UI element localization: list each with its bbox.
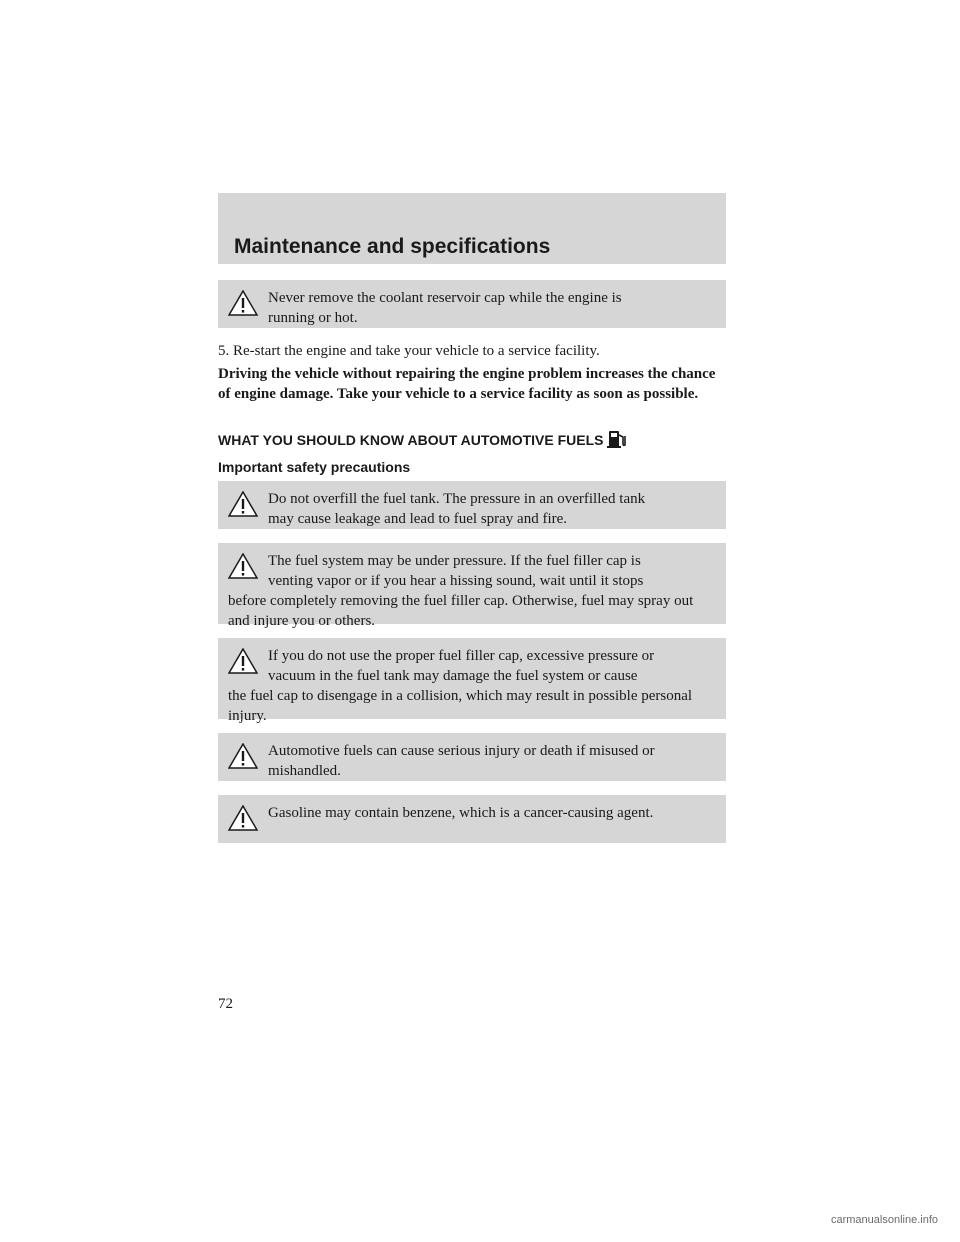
warning-line: If you do not use the proper fuel filler cap, excessive pressure or bbox=[268, 648, 655, 664]
warning-line: running or hot. bbox=[268, 310, 358, 326]
warning-line: mishandled. bbox=[268, 763, 341, 779]
header-band bbox=[218, 193, 726, 264]
warning-icon bbox=[228, 648, 258, 674]
section-heading bbox=[218, 429, 628, 449]
warning-line: the fuel cap to disengage in a collision, which may result in possible personal injury. bbox=[228, 688, 693, 724]
warning-line: The fuel system may be under pressure. If the fuel filler cap is bbox=[268, 553, 641, 569]
warning-line: Do not overfill the fuel tank. The pressure in an overfilled tank bbox=[268, 491, 646, 507]
warning-text bbox=[268, 741, 716, 781]
warning-icon bbox=[228, 743, 258, 769]
warning-box-coolant bbox=[218, 280, 726, 328]
warning-box-fuels-injury bbox=[218, 733, 726, 781]
sub-heading: Important safety precautions bbox=[218, 459, 411, 475]
warning-line: may cause leakage and lead to fuel spray and fire. bbox=[268, 511, 568, 527]
warning-text bbox=[228, 646, 716, 726]
warning-box-pressure bbox=[218, 543, 726, 629]
page-title: Maintenance and specifications bbox=[234, 235, 551, 258]
warning-line: before completely removing the fuel filler cap. Otherwise, fuel may spray out and injure you or others. bbox=[228, 593, 694, 629]
warning-box-filler-cap bbox=[218, 638, 726, 724]
warning-text bbox=[228, 551, 716, 631]
step-5-text: 5. Re-start the engine and take your vehicle to a service facility. bbox=[218, 343, 600, 359]
warning-icon bbox=[228, 553, 258, 579]
warning-line: venting vapor or if you hear a hissing sound, wait until it stops bbox=[268, 573, 644, 589]
warning-text bbox=[268, 288, 716, 328]
warning-box-overfill bbox=[218, 481, 726, 529]
warning-text bbox=[268, 489, 716, 529]
warning-box-benzene bbox=[218, 795, 726, 843]
warning-text bbox=[268, 803, 716, 823]
page-number: 72 bbox=[218, 996, 233, 1012]
warning-line: vacuum in the fuel tank may damage the fuel system or cause bbox=[268, 668, 638, 684]
driving-warning-text: Driving the vehicle without repairing the engine problem increases the chance of engine damage. Take your vehicle to a service facility as soon as possible. bbox=[218, 366, 716, 402]
fuel-pump-icon bbox=[606, 429, 628, 449]
warning-icon bbox=[228, 290, 258, 316]
warning-line: Automotive fuels can cause serious injury or death if misused or bbox=[268, 743, 655, 759]
section-heading-text: WHAT YOU SHOULD KNOW ABOUT AUTOMOTIVE FUELS bbox=[218, 432, 604, 448]
warning-icon bbox=[228, 805, 258, 831]
warning-line: Gasoline may contain benzene, which is a cancer-causing agent. bbox=[268, 805, 654, 821]
warning-icon bbox=[228, 491, 258, 517]
watermark: carmanualsonline.info bbox=[830, 1214, 938, 1226]
warning-line: Never remove the coolant reservoir cap while the engine is bbox=[268, 290, 622, 306]
